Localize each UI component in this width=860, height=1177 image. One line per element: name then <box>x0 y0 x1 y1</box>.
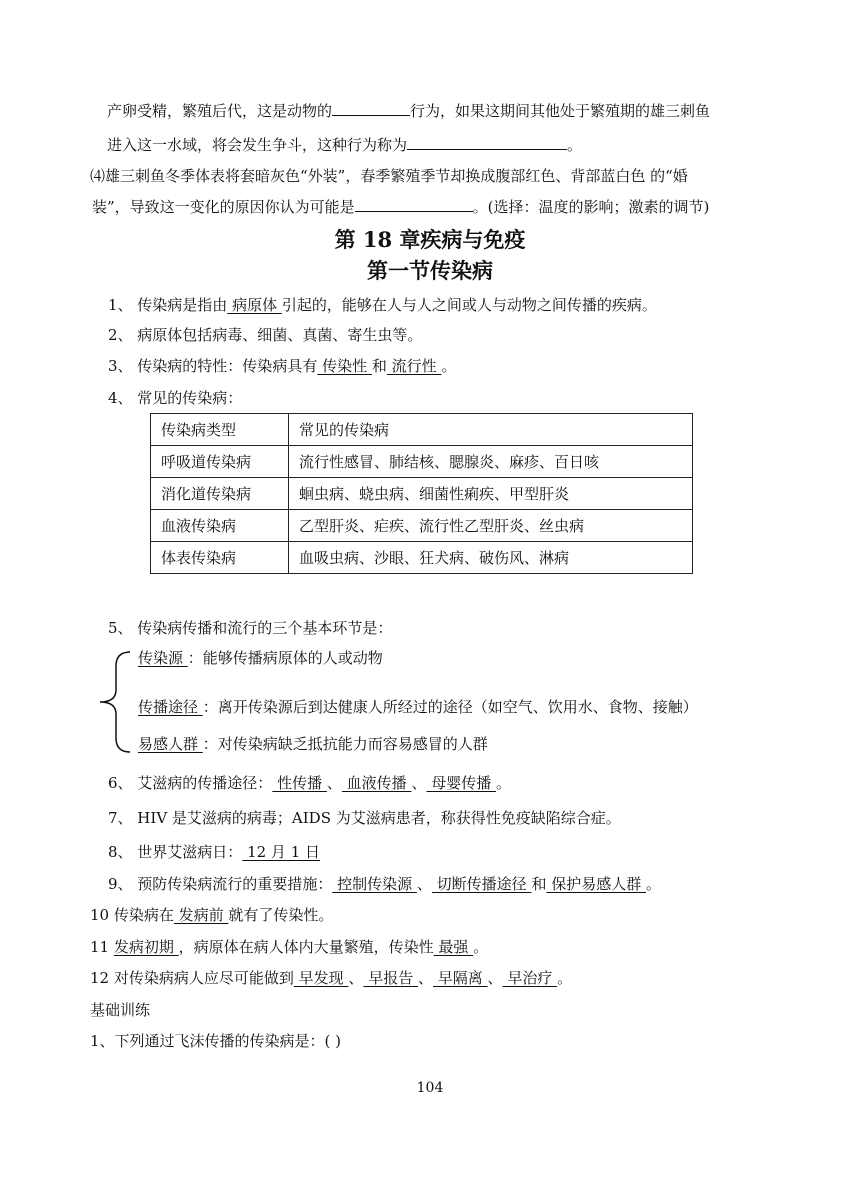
link-route <box>138 697 698 717</box>
item-text: 就有了传染性。 <box>228 906 334 924</box>
answer-early-report: 早报告 <box>363 969 418 987</box>
practice-heading: 基础训练 <box>90 1001 151 1019</box>
intro-line-4 <box>92 196 709 217</box>
table-row <box>151 510 693 542</box>
intro-text: 行为，如果这期间其他处于繁殖期的雄三刺鱼 <box>410 102 711 120</box>
answer-early-stage: 发病初期 <box>113 938 179 956</box>
section-title: 第一节传染病 <box>367 258 493 283</box>
item-text: 11 <box>90 938 114 956</box>
table-cell: 体表传染病 <box>151 542 289 574</box>
disease-table <box>150 413 693 574</box>
answer-control-source: 控制传染源 <box>332 875 417 893</box>
item-7: 7、 HIV 是艾滋病的病毒；AIDS 为艾滋病患者，称获得性免疫缺陷综合症。 <box>108 809 621 827</box>
item-text: 6、 艾滋病的传播途径： <box>108 774 273 792</box>
table-cell: 乙型肝炎、疟疾、流行性乙型肝炎、丝虫病 <box>289 510 693 542</box>
item-5: 5、 传染病传播和流行的三个基本环节是： <box>108 619 393 637</box>
answer-early-isolate: 早隔离 <box>432 969 488 987</box>
intro-line-2 <box>107 134 582 155</box>
intro-text: 装”，导致这一变化的原因你认为可能是 <box>92 198 355 216</box>
intro-line-3 <box>90 166 688 186</box>
item-text: 8、 世界艾滋病日： <box>108 843 243 861</box>
answer-epidemic: 流行性 <box>386 357 442 375</box>
item-text: 、 <box>416 875 432 893</box>
item-4: 4、 常见的传染病： <box>108 389 243 407</box>
chapter-title: 第 18 章疾病与免疫 <box>334 227 526 252</box>
item-text: 和 <box>371 357 387 375</box>
answer-early-treat: 早治疗 <box>502 969 558 987</box>
intro-line-1 <box>107 100 710 121</box>
link-host <box>138 734 488 754</box>
table-cell: 流行性感冒、肺结核、腮腺炎、麻疹、百日咳 <box>289 446 693 478</box>
table-row <box>151 446 693 478</box>
item-text: 12 对传染病病人应尽可能做到 <box>90 969 294 987</box>
item-text: 9、 预防传染病流行的重要措施： <box>108 875 333 893</box>
page-number: 104 <box>416 1080 444 1096</box>
item-text: 。 <box>496 774 512 792</box>
item-text: 3、 传染病的特性：传染病具有 <box>108 357 318 375</box>
table-cell: 消化道传染病 <box>151 478 289 510</box>
item-6 <box>108 773 511 793</box>
intro-text: ⑷雄三刺鱼冬季体表将套暗灰色“外装”，春季繁殖季节却换成腹部红色、背部蓝白色 的“婚 <box>90 167 688 185</box>
answer-before-onset: 发病前 <box>173 906 229 924</box>
item-12 <box>90 968 572 988</box>
item-text: 1、 传染病是指由 <box>108 296 228 314</box>
table-header-row <box>151 414 693 446</box>
table-cell: 血液传染病 <box>151 510 289 542</box>
item-8 <box>108 842 320 862</box>
answer-cut-route: 切断传播途径 <box>431 875 532 893</box>
table-cell: 呼吸道传染病 <box>151 446 289 478</box>
item-text: 、 <box>326 774 342 792</box>
answer-protect-host: 保护易感人群 <box>546 875 646 893</box>
link-term: 传播途径 <box>138 698 203 716</box>
table-cell: 蛔虫病、蛲虫病、细菌性痢疾、甲型肝炎 <box>289 478 693 510</box>
link-desc: ：对传染病缺乏抵抗能力而容易感冒的人群 <box>202 735 488 753</box>
item-text: ，病原体在病人体内大量繁殖，传染性 <box>178 938 434 956</box>
item-text: 。 <box>557 969 573 987</box>
answer-mother-child: 母婴传播 <box>426 774 496 792</box>
item-11 <box>90 937 488 957</box>
item-10 <box>90 905 333 925</box>
practice-question-1: 1、下列通过飞沫传播的传染病是：( ) <box>90 1032 342 1050</box>
item-3 <box>108 356 456 376</box>
answer-strongest: 最强 <box>433 938 474 956</box>
link-term: 易感人群 <box>138 735 203 753</box>
item-text: 10 传染病在 <box>90 906 174 924</box>
intro-text: 产卵受精，繁殖后代，这是动物的 <box>107 102 333 120</box>
intro-text: 。(选择：温度的影响；激素的调节) <box>472 198 710 216</box>
answer-sexual: 性传播 <box>272 774 327 792</box>
fill-blank[interactable] <box>355 196 473 212</box>
fill-blank[interactable] <box>407 134 567 150</box>
curly-brace-icon <box>96 650 136 754</box>
link-term: 传染源 <box>138 649 188 667</box>
link-source <box>138 648 383 668</box>
item-text: 、 <box>487 969 503 987</box>
intro-text: 。 <box>567 136 583 154</box>
item-text: 、 <box>417 969 433 987</box>
item-text: 。 <box>646 875 662 893</box>
table-row <box>151 478 693 510</box>
link-desc: ：能够传播病原体的人或动物 <box>187 649 383 667</box>
table-cell: 血吸虫病、沙眼、狂犬病、破伤风、淋病 <box>289 542 693 574</box>
fill-blank[interactable] <box>332 100 410 116</box>
table-header-cell: 传染病类型 <box>151 414 289 446</box>
item-1 <box>108 295 657 315</box>
link-desc: ：离开传染源后到达健康人所经过的途径（如空气、饮用水、食物、接触） <box>202 698 698 716</box>
intro-text: 进入这一水域，将会发生争斗，这种行为称为 <box>107 136 408 154</box>
item-text: 、 <box>348 969 364 987</box>
item-text: 。 <box>473 938 489 956</box>
answer-pathogen: 病原体 <box>227 296 282 314</box>
answer-early-detect: 早发现 <box>293 969 349 987</box>
item-text: 、 <box>411 774 427 792</box>
item-9 <box>108 874 661 894</box>
answer-aids-day: 12 月 1 日 <box>242 843 321 861</box>
item-2: 2、 病原体包括病毒、细菌、真菌、寄生虫等。 <box>108 326 423 344</box>
item-text: 引起的，能够在人与人之间或人与动物之间传播的疾病。 <box>281 296 657 314</box>
item-text: 。 <box>441 357 457 375</box>
answer-blood: 血液传播 <box>341 774 412 792</box>
item-text: 和 <box>531 875 547 893</box>
table-header-cell: 常见的传染病 <box>289 414 693 446</box>
answer-infectivity: 传染性 <box>317 357 372 375</box>
table-row <box>151 542 693 574</box>
